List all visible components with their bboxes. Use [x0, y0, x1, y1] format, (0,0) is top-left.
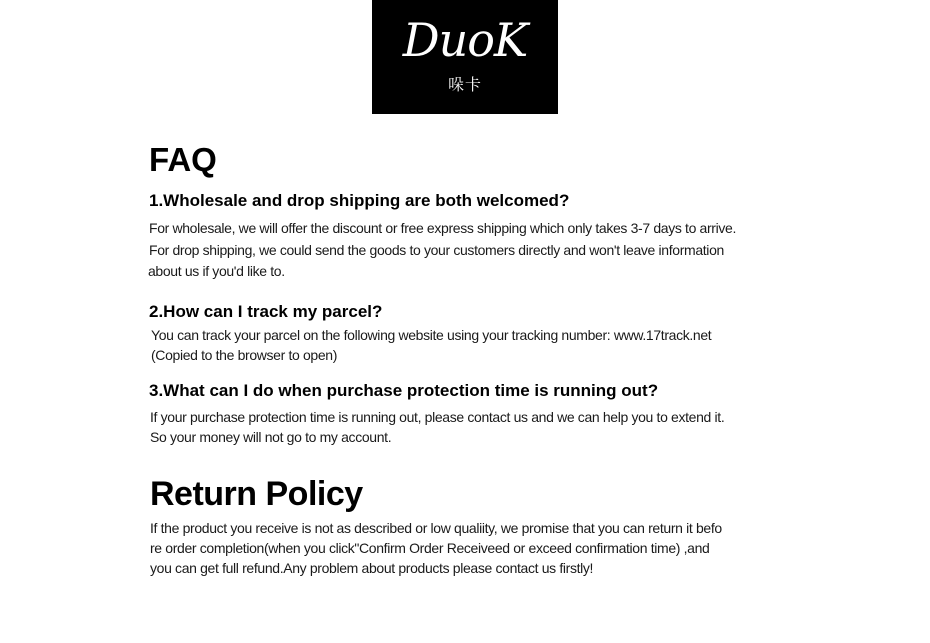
return-policy-line-1: If the product you receive is not as described or low qualiity, we promise that you can return it befo — [150, 520, 722, 536]
faq-answer-2-line-1: You can track your parcel on the following website using your tracking number: www.17track.net — [151, 327, 712, 343]
faq-question-2: 2.How can I track my parcel? — [149, 302, 383, 321]
return-policy-line-3: you can get full refund.Any problem about products please contact us firstly! — [150, 560, 594, 576]
faq-answer-3-line-1: If your purchase protection time is running out, please contact us and we can help you to extend it. — [150, 409, 725, 425]
logo-chinese-name: 哚卡 — [447, 75, 482, 94]
faq-answer-3-line-2: So your money will not go to my account. — [150, 429, 392, 445]
faq-answer-1-line-1: For wholesale, we will offer the discount or free express shipping which only takes 3-7 days to arrive. — [149, 220, 736, 236]
faq-answer-1-line-2: For drop shipping, we could send the goods to your customers directly and won't leave information — [149, 242, 724, 258]
logo-wordmark: DuoK — [402, 13, 528, 67]
return-policy-heading: Return Policy — [150, 475, 363, 513]
faq-question-3: 3.What can I do when purchase protection time is running out? — [149, 381, 659, 400]
brand-logo — [372, 0, 558, 114]
return-policy-line-2: re order completion(when you click"Confirm Order Receiveed or exceed confirmation time) ,and — [150, 540, 710, 556]
faq-question-1: 1.Wholesale and drop shipping are both welcomed? — [149, 191, 570, 210]
faq-heading: FAQ — [149, 141, 217, 178]
faq-answer-1-line-3: about us if you'd like to. — [148, 263, 285, 279]
faq-answer-2-line-2: (Copied to the browser to open) — [151, 347, 338, 363]
